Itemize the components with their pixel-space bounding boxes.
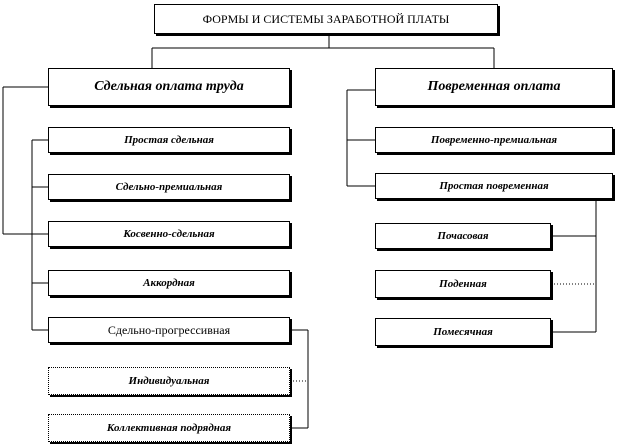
piecework-simple: Простая сдельная (48, 127, 290, 153)
piecework-collective-contract: Коллективная подрядная (48, 414, 290, 442)
category-piecework: Сдельная оплата труда (48, 68, 290, 106)
piecework-lump-sum: Аккордная (48, 270, 290, 296)
piecework-bonus: Сдельно-премиальная (48, 174, 290, 200)
piecework-indirect: Косвенно-сдельная (48, 221, 290, 247)
piecework-individual: Индивидуальная (48, 367, 290, 395)
category-timebased: Повременная оплата (375, 68, 613, 106)
diagram-title: ФОРМЫ И СИСТЕМЫ ЗАРАБОТНОЙ ПЛАТЫ (154, 4, 498, 34)
timebased-simple: Простая повременная (375, 173, 613, 199)
piecework-progressive: Сдельно-прогрессивная (48, 317, 290, 343)
timebased-daily: Поденная (375, 270, 551, 298)
timebased-bonus: Повременно-премиальная (375, 127, 613, 153)
timebased-hourly: Почасовая (375, 223, 551, 249)
timebased-monthly: Помесячная (375, 318, 551, 346)
